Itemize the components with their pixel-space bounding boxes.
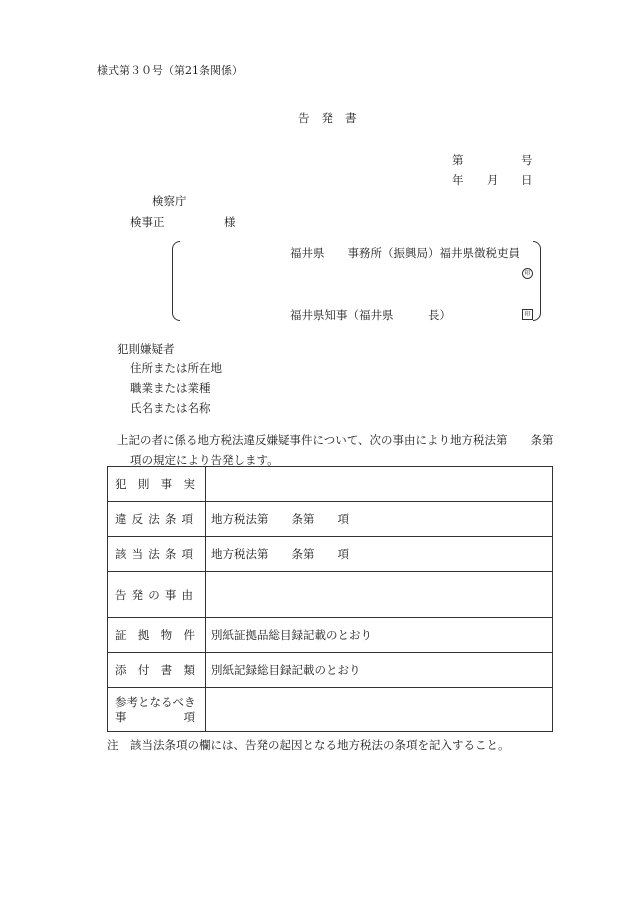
row-label-accusation-reason: 告 発 の 事 由	[108, 572, 206, 618]
row-value-violated-law: 地方税法第 条第 項	[206, 502, 553, 537]
suspect-occupation: 職業または業種	[130, 381, 211, 395]
body-line2: 項の規定により告発します。	[130, 453, 279, 467]
sender-line1: 福井県 事務所（振興局）福井県徴税吏員	[290, 246, 520, 260]
details-table	[107, 466, 553, 732]
row-value-reference-matters	[206, 688, 553, 732]
seal-mark-2: 印	[522, 309, 533, 320]
suspect-address: 住所または所在地	[130, 361, 222, 375]
footnote: 注 該当法条項の欄には、告発の起因となる地方税法の条項を記入すること。	[107, 738, 510, 752]
table-row	[108, 688, 553, 732]
sender-line2: 福井県知事（福井県 長）	[290, 308, 451, 322]
form-number: 様式第３０号（第21条関係）	[97, 64, 243, 77]
suspect-name: 氏名または名称	[130, 401, 211, 415]
title-char: 告	[298, 111, 310, 125]
table-row	[108, 653, 553, 688]
table-row	[108, 502, 553, 537]
addressee-prosecutor: 検事正	[130, 215, 165, 229]
row-value-evidence: 別紙証拠品総目録記載のとおり	[206, 618, 553, 653]
row-label-violated-law: 違 反 法 条 項	[108, 502, 206, 537]
left-brace	[172, 241, 180, 321]
right-brace	[533, 241, 541, 321]
seal-mark-1: 印	[522, 268, 533, 279]
row-label-applicable-law: 該 当 法 条 項	[108, 537, 206, 572]
row-value-offense-facts	[206, 467, 553, 502]
row-label-evidence: 証 拠 物 件	[108, 618, 206, 653]
row-label-offense-facts: 犯 則 事 実	[108, 467, 206, 502]
row-label-reference-matters: 参考となるべき 事 項	[108, 688, 206, 732]
addressee-sama: 様	[224, 215, 236, 229]
row-label-attachments: 添 付 書 類	[108, 653, 206, 688]
title-char: 発	[321, 111, 333, 125]
table-row	[108, 537, 553, 572]
date-year: 年	[452, 173, 464, 187]
row-value-attachments: 別紙記録総目録記載のとおり	[206, 653, 553, 688]
table-row	[108, 572, 553, 618]
document-title	[298, 110, 357, 126]
suspect-heading: 犯則嫌疑者	[117, 342, 175, 356]
title-char: 書	[345, 111, 357, 125]
table-row	[108, 618, 553, 653]
row-value-accusation-reason	[206, 572, 553, 618]
doc-number-dai: 第	[452, 153, 464, 167]
row-value-applicable-law: 地方税法第 条第 項	[206, 537, 553, 572]
date-month: 月	[487, 173, 499, 187]
body-line1: 上記の者に係る地方税法違反嫌疑事件について、次の事由により地方税法第 条第	[117, 433, 554, 447]
table-row	[108, 467, 553, 502]
doc-number-go: 号	[521, 153, 533, 167]
addressee-office: 検察庁	[152, 194, 187, 208]
date-day: 日	[521, 173, 533, 187]
